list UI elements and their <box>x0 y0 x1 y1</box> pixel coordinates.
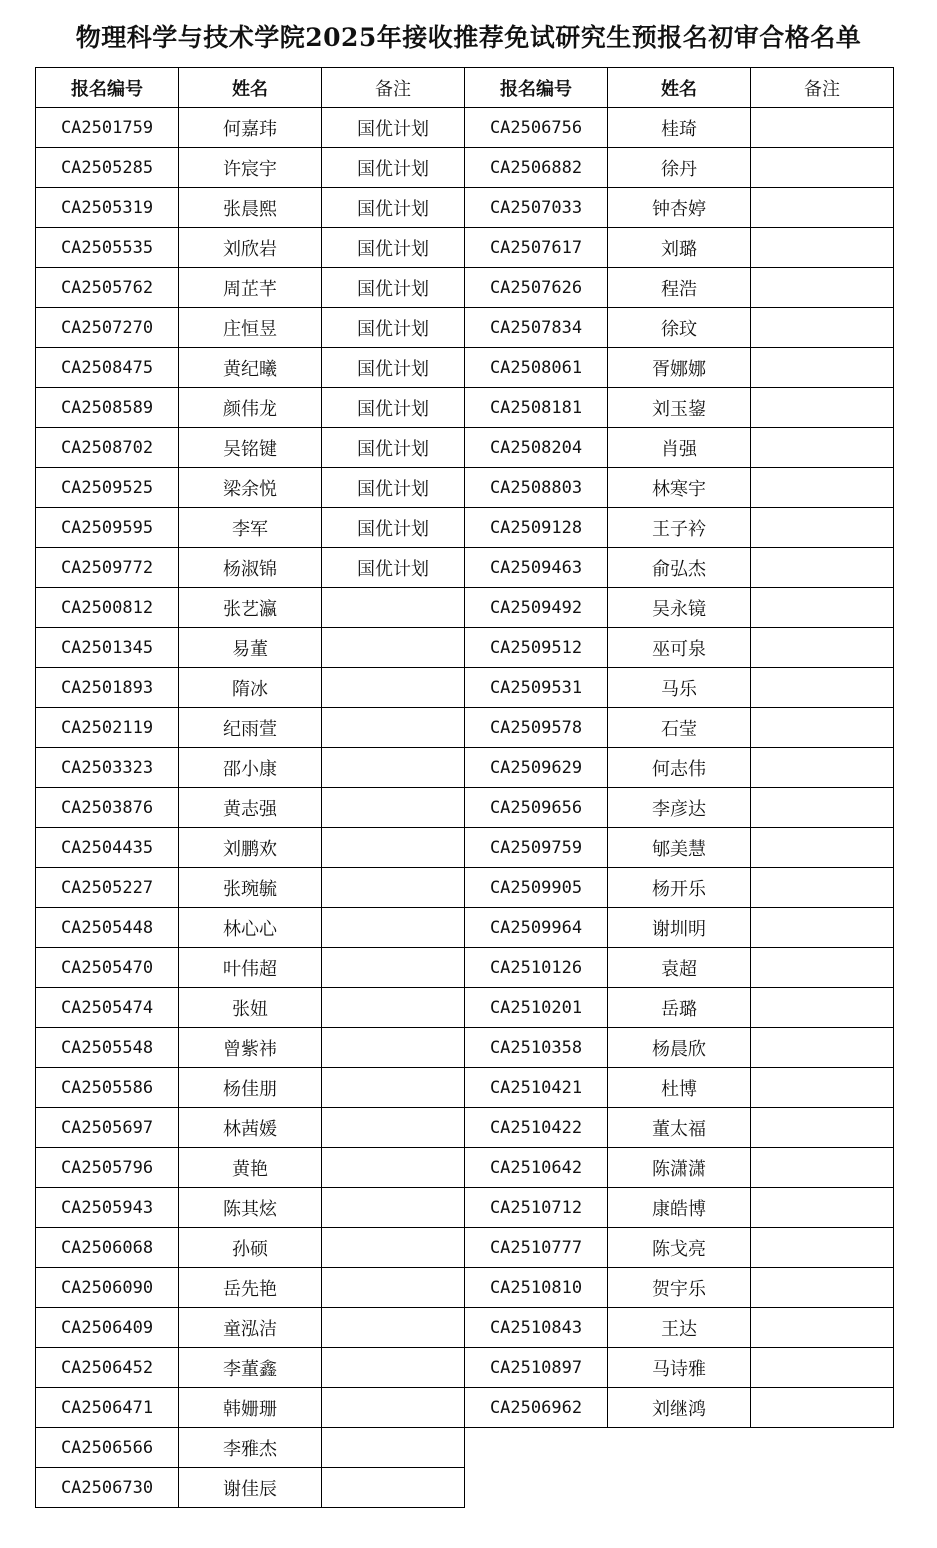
right-note <box>751 988 894 1028</box>
left-note <box>322 988 465 1028</box>
right-note <box>751 428 894 468</box>
right-note <box>751 1308 894 1348</box>
right-note <box>751 1188 894 1228</box>
empty-cell <box>608 1428 751 1468</box>
right-note <box>751 348 894 388</box>
left-note: 国优计划 <box>322 468 465 508</box>
header-left-note: 备注 <box>322 68 465 108</box>
left-student-id: CA2505319 <box>36 188 179 228</box>
table-row <box>36 1468 894 1508</box>
left-student-id: CA2505470 <box>36 948 179 988</box>
table-row <box>36 1148 894 1188</box>
left-note <box>322 1188 465 1228</box>
table-row <box>36 788 894 828</box>
empty-cell <box>465 1428 608 1468</box>
right-student-id: CA2509492 <box>465 588 608 628</box>
right-student-name: 马乐 <box>608 668 751 708</box>
left-student-name: 杨佳朋 <box>179 1068 322 1108</box>
left-student-name: 张琬毓 <box>179 868 322 908</box>
right-student-id: CA2507834 <box>465 308 608 348</box>
left-student-id: CA2505762 <box>36 268 179 308</box>
right-student-id: CA2506962 <box>465 1388 608 1428</box>
right-student-name: 杜博 <box>608 1068 751 1108</box>
right-student-name: 陈戈亮 <box>608 1228 751 1268</box>
right-student-name: 王达 <box>608 1308 751 1348</box>
left-note: 国优计划 <box>322 508 465 548</box>
right-student-name: 王子衿 <box>608 508 751 548</box>
table-row <box>36 1108 894 1148</box>
right-student-id: CA2510422 <box>465 1108 608 1148</box>
right-note <box>751 748 894 788</box>
left-student-id: CA2505227 <box>36 868 179 908</box>
table-row <box>36 628 894 668</box>
left-student-name: 韩姗珊 <box>179 1388 322 1428</box>
left-student-id: CA2503876 <box>36 788 179 828</box>
right-student-id: CA2509964 <box>465 908 608 948</box>
right-student-id: CA2510201 <box>465 988 608 1028</box>
right-student-id: CA2509578 <box>465 708 608 748</box>
left-student-name: 刘鹏欢 <box>179 828 322 868</box>
left-note <box>322 708 465 748</box>
table-row <box>36 1228 894 1268</box>
left-student-name: 何嘉玮 <box>179 108 322 148</box>
table-row <box>36 468 894 508</box>
left-note <box>322 1148 465 1188</box>
left-student-id: CA2505548 <box>36 1028 179 1068</box>
right-note <box>751 1028 894 1068</box>
left-note <box>322 588 465 628</box>
table-row <box>36 428 894 468</box>
right-student-id: CA2509905 <box>465 868 608 908</box>
right-student-name: 刘璐 <box>608 228 751 268</box>
right-student-name: 康皓博 <box>608 1188 751 1228</box>
right-student-name: 刘继鸿 <box>608 1388 751 1428</box>
right-note <box>751 948 894 988</box>
right-note <box>751 828 894 868</box>
right-student-name: 巫可泉 <box>608 628 751 668</box>
right-student-name: 钟杏婷 <box>608 188 751 228</box>
left-student-name: 童泓洁 <box>179 1308 322 1348</box>
right-note <box>751 1108 894 1148</box>
right-student-id: CA2507033 <box>465 188 608 228</box>
header-right-id: 报名编号 <box>465 68 608 108</box>
left-student-id: CA2504435 <box>36 828 179 868</box>
left-student-id: CA2506452 <box>36 1348 179 1388</box>
right-student-name: 程浩 <box>608 268 751 308</box>
left-student-name: 林茜媛 <box>179 1108 322 1148</box>
right-note <box>751 468 894 508</box>
right-note <box>751 1388 894 1428</box>
left-note <box>322 628 465 668</box>
header-left-name: 姓名 <box>179 68 322 108</box>
right-note <box>751 148 894 188</box>
right-student-id: CA2510810 <box>465 1268 608 1308</box>
table-row <box>36 588 894 628</box>
right-student-id: CA2510421 <box>465 1068 608 1108</box>
right-student-id: CA2509759 <box>465 828 608 868</box>
table-row <box>36 228 894 268</box>
left-student-name: 梁余悦 <box>179 468 322 508</box>
left-student-id: CA2505586 <box>36 1068 179 1108</box>
header-row <box>36 68 894 108</box>
left-note <box>322 788 465 828</box>
right-student-id: CA2507626 <box>465 268 608 308</box>
left-note <box>322 948 465 988</box>
table-row <box>36 508 894 548</box>
left-student-id: CA2506730 <box>36 1468 179 1508</box>
table-row <box>36 948 894 988</box>
table-row <box>36 1308 894 1348</box>
left-student-name: 纪雨萱 <box>179 708 322 748</box>
table-row <box>36 988 894 1028</box>
empty-cell <box>751 1468 894 1508</box>
left-student-name: 叶伟超 <box>179 948 322 988</box>
left-student-name: 杨淑锦 <box>179 548 322 588</box>
table-row <box>36 668 894 708</box>
left-note <box>322 1268 465 1308</box>
left-student-name: 张晨熙 <box>179 188 322 228</box>
table-row <box>36 388 894 428</box>
table-row <box>36 1348 894 1388</box>
left-student-id: CA2508702 <box>36 428 179 468</box>
left-note: 国优计划 <box>322 308 465 348</box>
right-student-name: 陈潇潇 <box>608 1148 751 1188</box>
right-student-name: 吴永镜 <box>608 588 751 628</box>
left-student-id: CA2509595 <box>36 508 179 548</box>
right-student-id: CA2507617 <box>465 228 608 268</box>
table-row <box>36 1188 894 1228</box>
left-student-id: CA2505796 <box>36 1148 179 1188</box>
empty-cell <box>608 1468 751 1508</box>
table-row <box>36 148 894 188</box>
right-note <box>751 1228 894 1268</box>
table-row <box>36 828 894 868</box>
left-student-name: 吴铭键 <box>179 428 322 468</box>
table-row <box>36 1068 894 1108</box>
empty-cell <box>465 1468 608 1508</box>
left-student-id: CA2508589 <box>36 388 179 428</box>
left-note: 国优计划 <box>322 388 465 428</box>
right-student-id: CA2510712 <box>465 1188 608 1228</box>
table-body <box>36 108 894 1508</box>
right-student-name: 谢圳明 <box>608 908 751 948</box>
right-note <box>751 1348 894 1388</box>
left-student-id: CA2508475 <box>36 348 179 388</box>
right-student-id: CA2510777 <box>465 1228 608 1268</box>
table-row <box>36 308 894 348</box>
right-student-name: 杨开乐 <box>608 868 751 908</box>
left-student-name: 刘欣岩 <box>179 228 322 268</box>
right-student-id: CA2509463 <box>465 548 608 588</box>
left-student-id: CA2506090 <box>36 1268 179 1308</box>
table-row <box>36 708 894 748</box>
right-note <box>751 668 894 708</box>
right-student-id: CA2509629 <box>465 748 608 788</box>
left-student-id: CA2506409 <box>36 1308 179 1348</box>
right-student-id: CA2506756 <box>465 108 608 148</box>
left-student-id: CA2509525 <box>36 468 179 508</box>
left-student-id: CA2501345 <box>36 628 179 668</box>
left-student-name: 黄志强 <box>179 788 322 828</box>
left-student-name: 陈其炫 <box>179 1188 322 1228</box>
left-student-name: 许宸宇 <box>179 148 322 188</box>
right-student-name: 马诗雅 <box>608 1348 751 1388</box>
page-title: 物理科学与技术学院2025年接收推荐免试研究生预报名初审合格名单 <box>75 23 862 52</box>
table-row <box>36 1428 894 1468</box>
right-student-name: 郇美慧 <box>608 828 751 868</box>
right-student-name: 杨晨欣 <box>608 1028 751 1068</box>
right-student-id: CA2508061 <box>465 348 608 388</box>
right-student-name: 贺宇乐 <box>608 1268 751 1308</box>
table-row <box>36 868 894 908</box>
right-student-name: 李彦达 <box>608 788 751 828</box>
right-note <box>751 868 894 908</box>
left-note <box>322 1428 465 1468</box>
table-row <box>36 108 894 148</box>
right-note <box>751 908 894 948</box>
right-student-id: CA2508181 <box>465 388 608 428</box>
right-student-name: 肖强 <box>608 428 751 468</box>
left-student-id: CA2506471 <box>36 1388 179 1428</box>
left-note <box>322 868 465 908</box>
left-note: 国优计划 <box>322 548 465 588</box>
left-student-name: 李雅杰 <box>179 1428 322 1468</box>
left-note <box>322 1108 465 1148</box>
right-note <box>751 508 894 548</box>
right-student-name: 俞弘杰 <box>608 548 751 588</box>
left-student-id: CA2505943 <box>36 1188 179 1228</box>
left-student-name: 隋冰 <box>179 668 322 708</box>
left-student-name: 黄艳 <box>179 1148 322 1188</box>
left-note <box>322 1068 465 1108</box>
table-row <box>36 1028 894 1068</box>
left-student-id: CA2505474 <box>36 988 179 1028</box>
left-student-id: CA2501759 <box>36 108 179 148</box>
left-student-id: CA2505285 <box>36 148 179 188</box>
right-student-name: 董太福 <box>608 1108 751 1148</box>
left-note <box>322 1388 465 1428</box>
right-student-id: CA2506882 <box>465 148 608 188</box>
right-student-id: CA2509656 <box>465 788 608 828</box>
right-student-id: CA2510358 <box>465 1028 608 1068</box>
right-student-id: CA2509531 <box>465 668 608 708</box>
right-student-id: CA2510897 <box>465 1348 608 1388</box>
right-student-id: CA2508204 <box>465 428 608 468</box>
table-row <box>36 1388 894 1428</box>
right-student-name: 徐丹 <box>608 148 751 188</box>
left-student-name: 谢佳辰 <box>179 1468 322 1508</box>
left-student-name: 颜伟龙 <box>179 388 322 428</box>
right-student-name: 袁超 <box>608 948 751 988</box>
left-note <box>322 1028 465 1068</box>
table-row <box>36 548 894 588</box>
left-student-name: 张妞 <box>179 988 322 1028</box>
right-student-name: 桂琦 <box>608 108 751 148</box>
left-student-name: 岳先艳 <box>179 1268 322 1308</box>
table-row <box>36 268 894 308</box>
table-row <box>36 748 894 788</box>
left-note: 国优计划 <box>322 188 465 228</box>
right-student-name: 徐玟 <box>608 308 751 348</box>
table-row <box>36 1268 894 1308</box>
table-row <box>36 348 894 388</box>
left-note <box>322 828 465 868</box>
left-note <box>322 1348 465 1388</box>
right-note <box>751 388 894 428</box>
right-student-name: 胥娜娜 <box>608 348 751 388</box>
left-student-name: 易董 <box>179 628 322 668</box>
left-student-id: CA2507270 <box>36 308 179 348</box>
right-note <box>751 588 894 628</box>
left-student-name: 黄纪曦 <box>179 348 322 388</box>
right-note <box>751 1148 894 1188</box>
left-note <box>322 748 465 788</box>
right-student-name: 刘玉鋆 <box>608 388 751 428</box>
left-student-id: CA2509772 <box>36 548 179 588</box>
right-note <box>751 108 894 148</box>
right-student-id: CA2508803 <box>465 468 608 508</box>
left-note: 国优计划 <box>322 428 465 468</box>
left-student-name: 林心心 <box>179 908 322 948</box>
left-student-id: CA2506566 <box>36 1428 179 1468</box>
admission-list-table <box>35 67 894 1508</box>
right-note <box>751 788 894 828</box>
right-note <box>751 1268 894 1308</box>
header-right-note: 备注 <box>751 68 894 108</box>
empty-cell <box>751 1428 894 1468</box>
left-student-name: 李军 <box>179 508 322 548</box>
left-student-name: 曾紫祎 <box>179 1028 322 1068</box>
left-student-id: CA2500812 <box>36 588 179 628</box>
left-note <box>322 1308 465 1348</box>
header-right-name: 姓名 <box>608 68 751 108</box>
left-note <box>322 908 465 948</box>
right-student-name: 何志伟 <box>608 748 751 788</box>
right-student-name: 石莹 <box>608 708 751 748</box>
left-student-name: 庄恒昱 <box>179 308 322 348</box>
right-student-id: CA2509512 <box>465 628 608 668</box>
table-row <box>36 188 894 228</box>
right-student-id: CA2509128 <box>465 508 608 548</box>
left-student-name: 邵小康 <box>179 748 322 788</box>
right-note <box>751 548 894 588</box>
right-note <box>751 188 894 228</box>
left-note <box>322 668 465 708</box>
left-note: 国优计划 <box>322 348 465 388</box>
right-student-name: 岳璐 <box>608 988 751 1028</box>
left-student-id: CA2505448 <box>36 908 179 948</box>
right-student-id: CA2510642 <box>465 1148 608 1188</box>
right-note <box>751 628 894 668</box>
right-note <box>751 268 894 308</box>
left-note: 国优计划 <box>322 268 465 308</box>
right-note <box>751 228 894 268</box>
left-student-name: 孙硕 <box>179 1228 322 1268</box>
left-note <box>322 1228 465 1268</box>
right-student-id: CA2510843 <box>465 1308 608 1348</box>
left-student-id: CA2505697 <box>36 1108 179 1148</box>
right-note <box>751 708 894 748</box>
left-note <box>322 1468 465 1508</box>
left-student-id: CA2506068 <box>36 1228 179 1268</box>
left-student-id: CA2503323 <box>36 748 179 788</box>
left-student-id: CA2502119 <box>36 708 179 748</box>
left-note: 国优计划 <box>322 148 465 188</box>
right-note <box>751 1068 894 1108</box>
left-student-name: 张艺瀛 <box>179 588 322 628</box>
right-note <box>751 308 894 348</box>
left-note: 国优计划 <box>322 228 465 268</box>
left-note: 国优计划 <box>322 108 465 148</box>
table-row <box>36 908 894 948</box>
header-left-id: 报名编号 <box>36 68 179 108</box>
left-student-name: 周芷芊 <box>179 268 322 308</box>
left-student-name: 李董鑫 <box>179 1348 322 1388</box>
left-student-id: CA2505535 <box>36 228 179 268</box>
right-student-name: 林寒宇 <box>608 468 751 508</box>
left-student-id: CA2501893 <box>36 668 179 708</box>
right-student-id: CA2510126 <box>465 948 608 988</box>
